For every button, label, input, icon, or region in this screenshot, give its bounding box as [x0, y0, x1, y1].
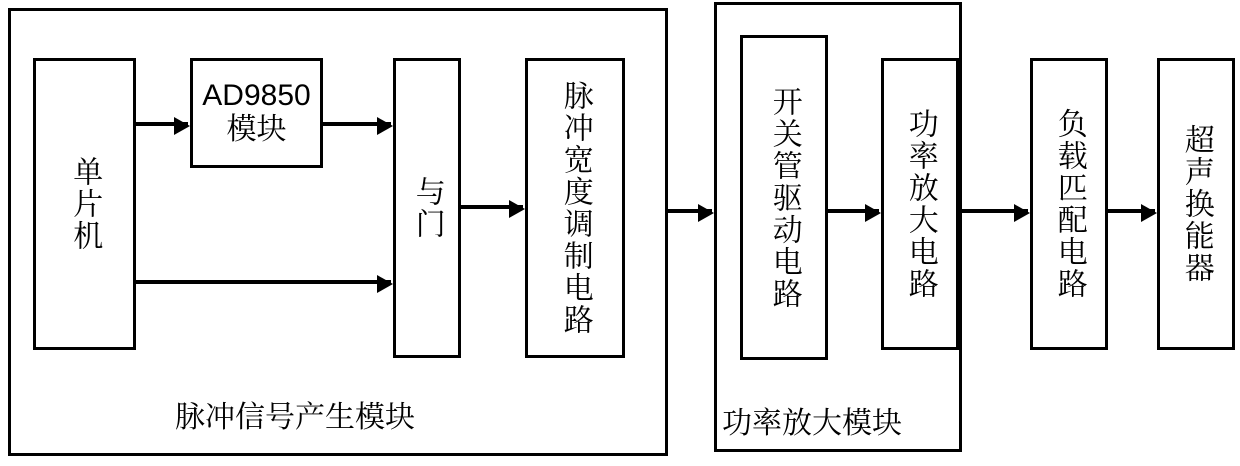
- group-pulse-signal-module-label: 脉冲信号产生模块: [175, 401, 415, 434]
- group-power-amp-module-label: 功率放大模块: [722, 407, 902, 440]
- node-switch-driver-circuit[interactable]: [740, 35, 828, 360]
- arrow-ad9850-to-and-gate: [323, 122, 391, 126]
- arrow-mcu-to-and-gate: [136, 280, 391, 284]
- node-ad9850[interactable]: [190, 58, 323, 168]
- node-and-gate-label: 与门: [410, 176, 444, 240]
- arrow-and-gate-to-pwm: [461, 205, 523, 209]
- arrow-mcu-to-ad9850: [136, 122, 188, 126]
- node-pwm-circuit[interactable]: [525, 58, 625, 358]
- arrow-pulse-module-to-power-module: [668, 209, 712, 213]
- node-pwm-circuit-label: 脉冲宽度调制电路: [558, 80, 592, 336]
- node-load-match-circuit[interactable]: [1030, 58, 1108, 350]
- node-mcu[interactable]: [33, 58, 136, 350]
- node-ad9850-label: AD9850模块: [202, 79, 311, 146]
- node-load-match-circuit-label: 负载匹配电路: [1052, 108, 1086, 300]
- node-and-gate[interactable]: [393, 58, 461, 358]
- node-ultrasonic-transducer[interactable]: [1157, 58, 1235, 350]
- node-power-amp-circuit-label: 功率放大电路: [903, 108, 937, 300]
- arrow-load-match-to-transducer: [1108, 209, 1155, 213]
- node-switch-driver-circuit-label: 开关管驱动电路: [767, 85, 801, 310]
- arrow-switch-driver-to-power-amp: [828, 209, 879, 213]
- arrow-power-module-to-load-match: [962, 209, 1028, 213]
- node-ultrasonic-transducer-label: 超声换能器: [1179, 124, 1213, 284]
- node-mcu-label: 单片机: [68, 156, 102, 252]
- node-power-amp-circuit[interactable]: [881, 58, 959, 350]
